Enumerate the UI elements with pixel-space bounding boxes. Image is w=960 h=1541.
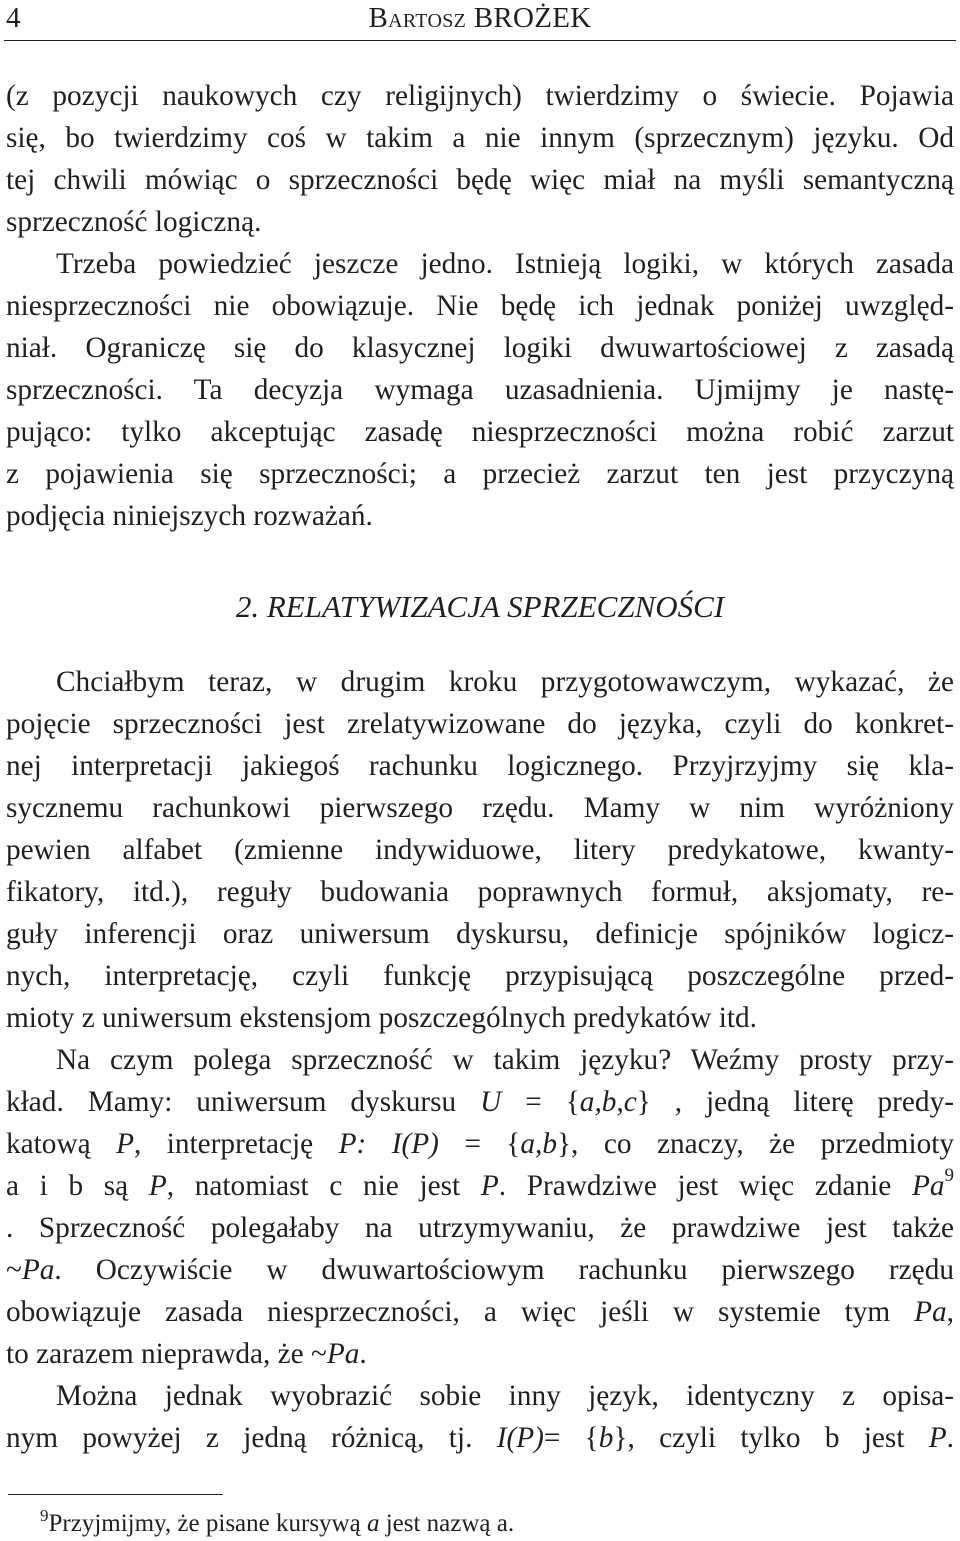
text-line: Można jednak wyobrazić sobie inny język, identyczny z opisa- — [56, 1380, 954, 1412]
section-heading: 2. RELATYWIZACJA SPRZECZNOŚCI — [235, 589, 725, 624]
text-line: fikatory, itd.), reguły budowania poprawnych formuł, aksjomaty, re- — [6, 876, 954, 908]
page-number: 4 — [6, 2, 21, 34]
text-line: pojęcie sprzeczności jest zrelatywizowane do języka, czyli do konkret- — [6, 708, 954, 740]
text-line: mioty z uniwersum ekstensjom poszczególnych predykatów itd. — [6, 1002, 757, 1034]
footnote-ref: 9 — [944, 1165, 955, 1186]
footnote-rule — [8, 1494, 223, 1495]
text-line: katową P, interpretację P: I(P) = {a,b}, co znaczy, że przedmioty — [6, 1128, 955, 1160]
text-line: a i b są P, natomiast c nie jest P. Prawdziwe jest więc zdanie Pa$^9$ — [6, 1165, 955, 1202]
text-line: niesprzeczności nie obowiązuje. Nie będę ich jednak poniżej uwzględ- — [6, 290, 954, 322]
text-line: z pojawienia się sprzeczności; a przecież zarzut ten jest przyczyną — [6, 458, 954, 490]
footnote-mark: 9 — [40, 1506, 49, 1525]
text-line: Na czym polega sprzeczność w takim języku? Weźmy prosty przy- — [56, 1044, 954, 1076]
text-line: pująco: tylko akceptując zasadę niesprzeczności można robić zarzut — [6, 416, 954, 448]
text-line: obowiązuje zasada niesprzeczności, a więc jeśli w systemie tym Pa, — [6, 1296, 954, 1328]
text-line: sycznemu rachunkowi pierwszego rzędu. Mamy w nim wyróżniony — [6, 792, 954, 824]
text-line: guły inferencji oraz uniwersum dyskursu, definicje spójników logicz- — [6, 918, 954, 950]
text-line: się, bo twierdzimy coś w takim a nie innym (sprzecznym) języku. Od — [6, 122, 954, 154]
text-line: sprzeczności. Ta decyzja wymaga uzasadnienia. Ujmijmy je nastę- — [6, 374, 954, 406]
text-line: nych, interpretację, czyli funkcję przypisującą poszczególne przed- — [6, 960, 954, 992]
text-line: podjęcia niniejszych rozważań. — [6, 500, 373, 532]
text-line: nej interpretacji jakiegoś rachunku logicznego. Przyjrzyjmy się kla- — [6, 750, 954, 782]
text-line: kład. Mamy: uniwersum dyskursu U = {a,b,c} , jedną literę predy- — [6, 1086, 954, 1118]
text-line: tej chwili mówiąc o sprzeczności będę więc miał na myśli semantyczną — [6, 164, 954, 196]
text-line: sprzeczność logiczną. — [6, 206, 262, 238]
text-line: ~Pa. Oczywiście w dwuwartościowym rachunku pierwszego rzędu — [6, 1254, 954, 1286]
text-line: pewien alfabet (zmienne indywiduowe, litery predykatowe, kwanty- — [6, 834, 954, 866]
text-line: niał. Ograniczę się do klasycznej logiki dwuwartościowej z zasadą — [6, 332, 954, 364]
text-line: Chciałbym teraz, w drugim kroku przygotowawczym, wykazać, że — [56, 666, 954, 698]
text-line: Trzeba powiedzieć jeszcze jedno. Istnieją logiki, w których zasada — [56, 248, 954, 280]
text-line: to zarazem nieprawda, że ~Pa. — [6, 1338, 367, 1370]
header-rule — [4, 40, 956, 41]
text-line: nym powyżej z jedną różnicą, tj. I(P)= {b}, czyli tylko b jest P. — [6, 1422, 954, 1454]
footnote: $^9$Przyjmijmy, że pisane kursywą a jest nazwą a. — [40, 1506, 515, 1537]
running-header — [4, 0, 956, 40]
text-line: (z pozycji naukowych czy religijnych) twierdzimy o świecie. Pojawia — [6, 80, 954, 112]
running-head-author: Bartosz BROŻEK — [368, 2, 592, 34]
text-line: . Sprzeczność polegałaby na utrzymywaniu, że prawdziwe jest także — [6, 1212, 954, 1244]
